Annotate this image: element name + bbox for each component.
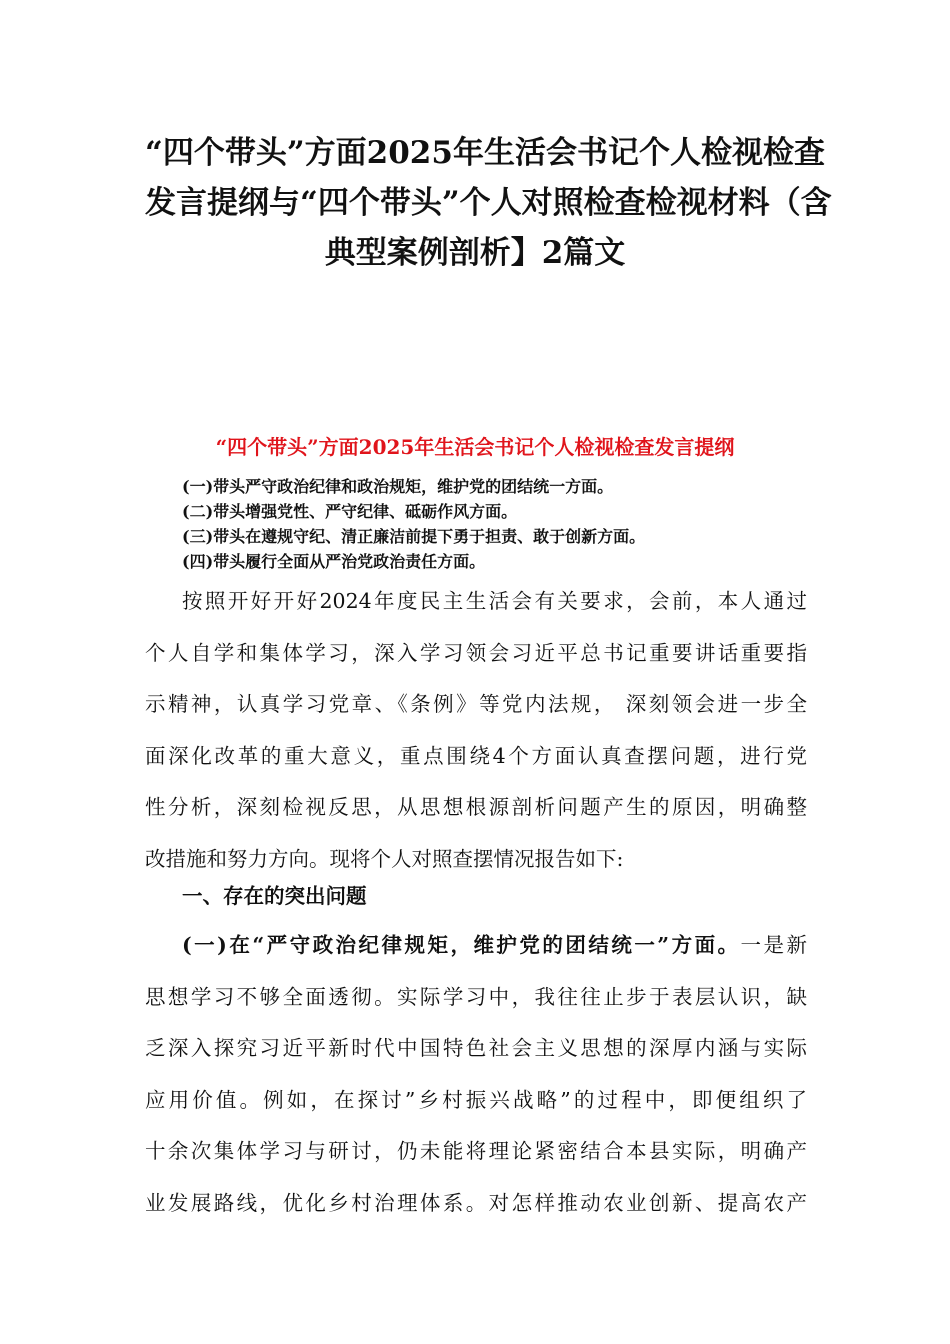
problem-line-3: 乏深入探究习近平新时代中国特色社会主义思想的深厚内涵与实际: [145, 1036, 807, 1060]
problem-bold-lead: (一)在“严守政治纪律规矩，维护党的团结统一”方面。: [182, 933, 741, 957]
problem-line-4: 应用价值。例如，在探讨”乡村振兴战略”的过程中，即便组织了: [145, 1087, 807, 1112]
heading-existing-problems: 一、存在的突出问题: [182, 884, 367, 908]
intro-line-5: 性分析，深刻检视反思，从思想根源剖析问题产生的原因，明确整: [145, 795, 807, 819]
intro-line-3: 示精神，认真学习党章、《条例》等党内法规， 深刻领会进一步全: [145, 692, 807, 716]
outline-list: [182, 474, 822, 574]
problem-line-5: 十余次集体学习与研讨，仍未能将理论紧密结合本县实际，明确产: [145, 1139, 807, 1163]
title-line-2: 发言提纲与“四个带头”个人对照检查检视材料（含: [145, 185, 832, 221]
title-line-3: 典型案例剖析】2篇文: [324, 235, 626, 271]
problem-paragraph: [145, 920, 807, 1229]
outline-item-2: (二)带头增强党性、严守纪律、砥砺作风方面。: [182, 502, 518, 521]
intro-line-2: 个人自学和集体学习，深入学习领会习近平总书记重要讲话重要指: [145, 640, 807, 665]
section-title: “四个带头”方面2025年生活会书记个人检视检查发言提纲: [215, 435, 735, 459]
outline-item-3: (三)带头在遵规守纪、清正廉洁前提下勇于担责、敢于创新方面。: [182, 527, 646, 546]
problem-line-1-rest: 一是新: [740, 933, 807, 957]
document-title: [145, 128, 832, 278]
intro-line-1: 按照开好开好2024年度民主生活会有关要求，会前，本人通过: [182, 589, 807, 613]
intro-line-6: 改措施和努力方向。现将个人对照查摆情况报告如下:: [145, 846, 624, 871]
title-line-1: “四个带头”方面2025年生活会书记个人检视检查: [145, 135, 825, 171]
outline-item-4: (四)带头履行全面从严治党政治责任方面。: [182, 552, 486, 571]
problem-line-1: [145, 920, 807, 972]
intro-line-4: 面深化改革的重大意义，重点围绕4个方面认真查摆问题，进行党: [145, 743, 807, 768]
intro-paragraph: [145, 576, 807, 885]
problem-line-6: 业发展路线，优化乡村治理体系。对怎样推动农业创新、提高农产: [145, 1190, 807, 1215]
problem-line-2: 思想学习不够全面透彻。实际学习中，我往往止步于表层认识，缺: [145, 984, 807, 1009]
outline-item-1: (一)带头严守政治纪律和政治规矩，维护党的团结统一方面。: [182, 477, 614, 496]
